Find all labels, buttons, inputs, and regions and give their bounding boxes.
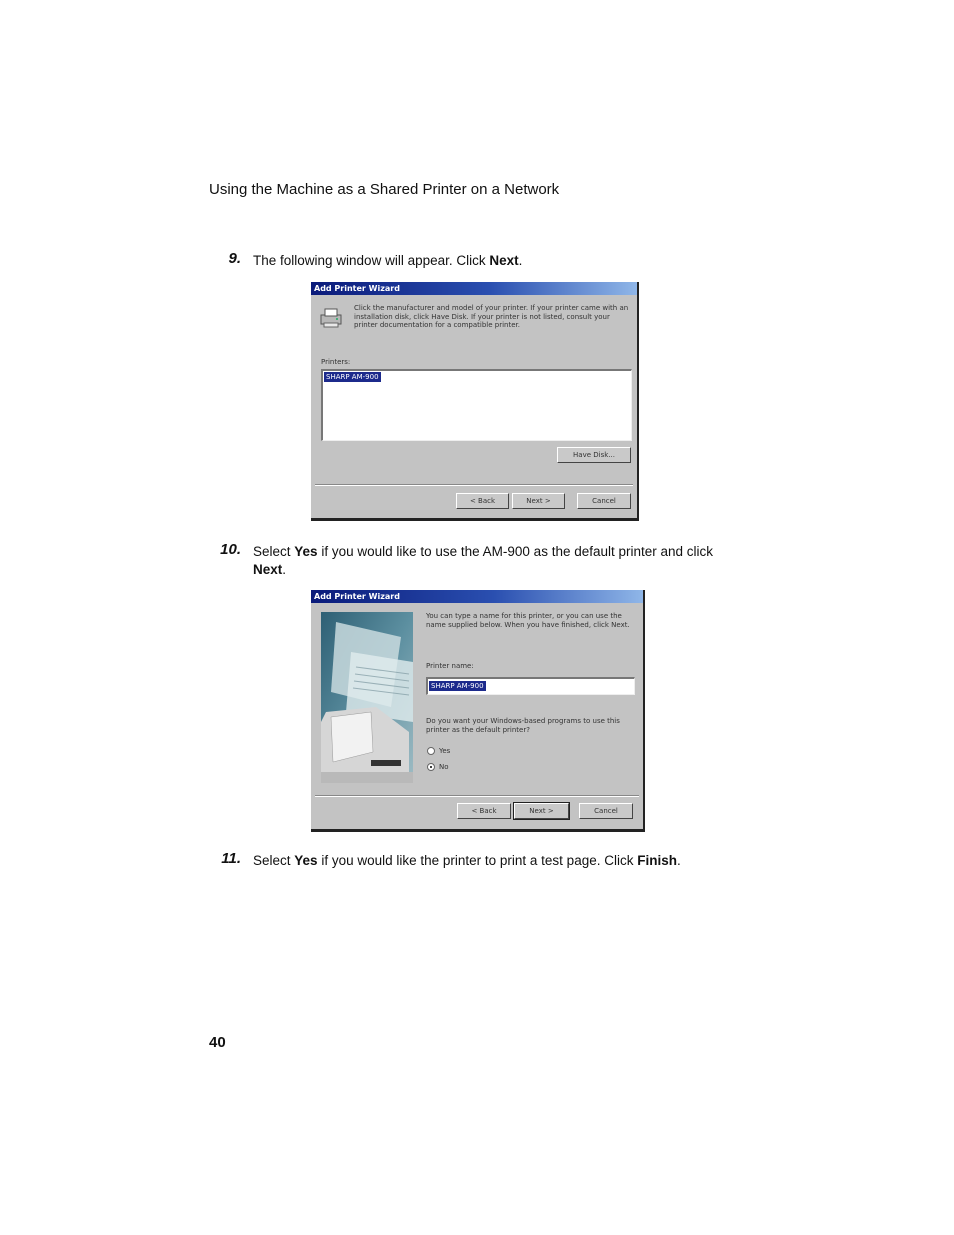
wizard-printer-illustration [321, 612, 413, 783]
next-button[interactable]: Next > [512, 493, 565, 509]
step-text: Select Yes if you would like the printer to print a test page. Click Finish. [253, 853, 681, 868]
printer-name-value: SHARP AM-900 [431, 682, 484, 690]
step-text: Select Yes if you would like to use the AM-900 as the default printer and click Next. [253, 544, 714, 577]
step-text: The following window will appear. Click Next. [253, 253, 523, 268]
cancel-button[interactable]: Cancel [579, 803, 633, 819]
have-disk-button[interactable]: Have Disk... [557, 447, 631, 463]
no-radio[interactable] [427, 763, 435, 771]
dialog-title-bar: Add Printer Wizard [311, 590, 643, 603]
printer-icon [318, 304, 344, 330]
dialog-divider [315, 795, 639, 797]
page-number: 40 [209, 1034, 226, 1051]
back-button[interactable]: < Back [457, 803, 511, 819]
printers-listbox[interactable] [321, 369, 632, 441]
add-printer-wizard-dialog-2 [311, 590, 645, 832]
yes-radio-label: Yes [439, 747, 451, 755]
yes-radio[interactable] [427, 747, 435, 755]
step-number: 11. [221, 850, 241, 867]
printer-name-label: Printer name: [426, 662, 474, 670]
back-button[interactable]: < Back [456, 493, 509, 509]
no-radio-label: No [439, 763, 449, 771]
dialog-title-bar: Add Printer Wizard [311, 282, 637, 295]
printers-label: Printers: [321, 358, 351, 366]
page-header: Using the Machine as a Shared Printer on a Network [209, 181, 560, 198]
printer-name-input[interactable] [426, 677, 635, 695]
step-number: 10. [220, 541, 241, 558]
instructions-text: You can type a name for this printer, or you can use the name supplied below. When you have finished, click Next. [426, 612, 630, 629]
default-printer-question: Do you want your Windows-based programs to use this printer as the default printer? [426, 717, 620, 734]
instructions-text: Click the manufacturer and model of your printer. If your printer came with an installation disk, click Have Disk. If your printer is not listed, consult your printer documentation for a compatible printer. [354, 304, 629, 329]
dialog-divider [315, 484, 633, 486]
printer-list-item[interactable]: SHARP AM-900 [326, 373, 379, 381]
next-button[interactable]: Next > [514, 803, 569, 819]
step-number: 9. [228, 250, 241, 267]
cancel-button[interactable]: Cancel [577, 493, 631, 509]
add-printer-wizard-dialog-1 [311, 282, 639, 521]
